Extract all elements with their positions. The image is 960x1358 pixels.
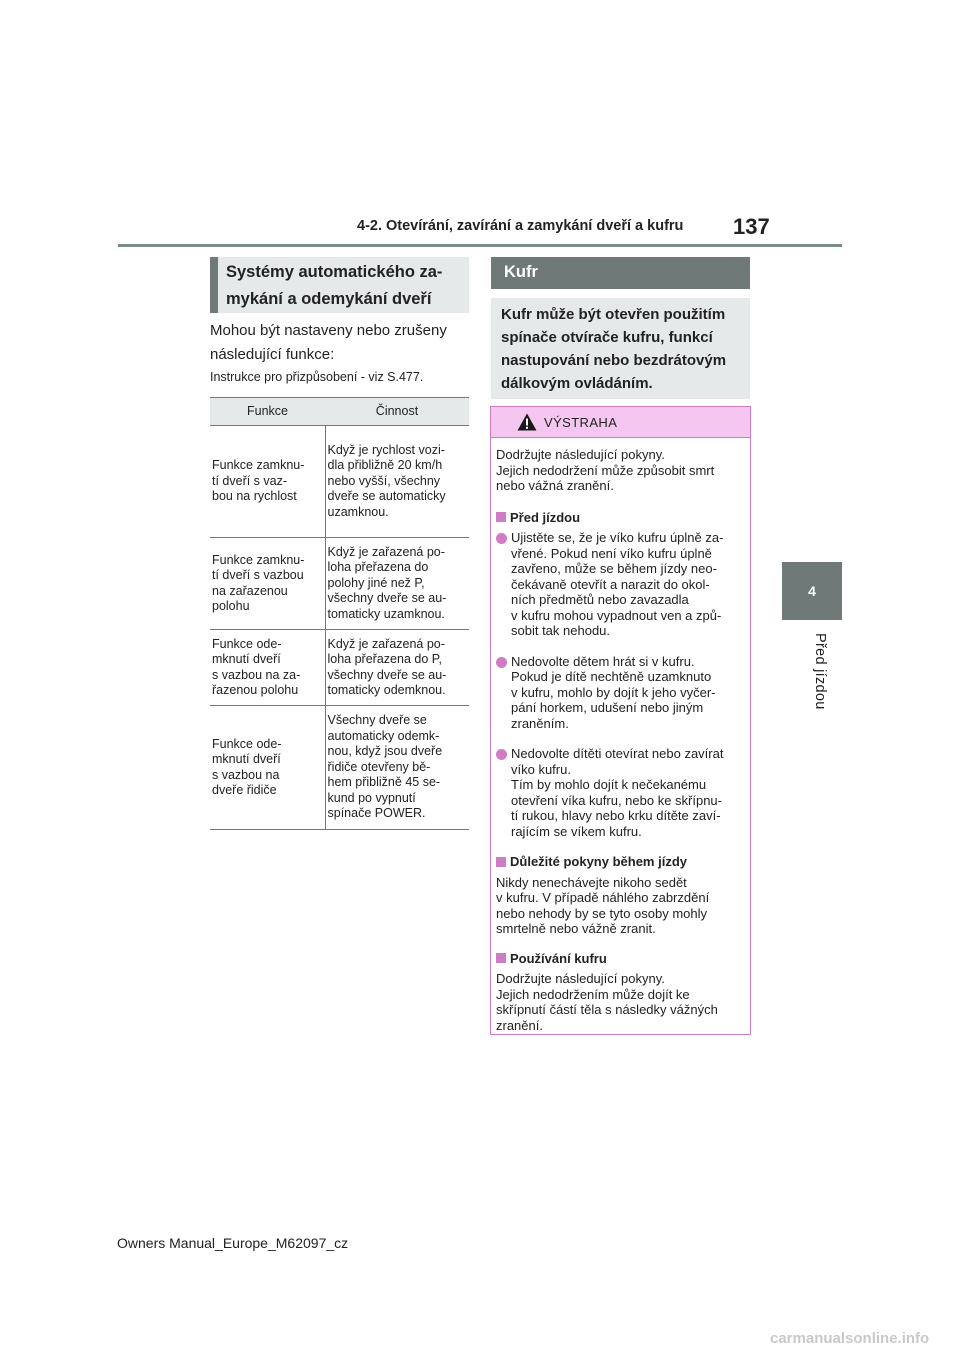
cell-line: mknutí dveří: [212, 752, 281, 766]
cell-line: uzamknou.: [327, 504, 389, 519]
page-number: 137: [733, 214, 770, 239]
cell-line: bou na rychlost: [212, 489, 297, 504]
cell-line: loha přeřazena do: [327, 560, 429, 575]
table-header-row: [210, 398, 469, 426]
cell-line: tí dveří s vazbou: [212, 568, 304, 582]
text-line: Nedovolte dětem hrát si v kufru.: [511, 653, 695, 669]
text-line: tí rukou, hlavy nebo krku dítěte zaví-: [511, 808, 721, 823]
cell-line: automaticky odemk-: [327, 728, 440, 743]
cell-line: Funkce ode-: [212, 736, 282, 751]
subheading-text: Důležité pokyny během jízdy: [510, 854, 687, 869]
subheading-text: Používání kufru: [510, 950, 607, 966]
function-table: [210, 397, 469, 830]
text-line: Jejich nedodržení může způsobit smrt: [496, 462, 715, 478]
warning-triangle-icon: [517, 413, 537, 431]
cell-line: na zařazenou: [212, 583, 288, 598]
cell-line: Když je rychlost vozi-: [327, 442, 445, 457]
table-cell-action: [325, 538, 469, 630]
cell-line: Funkce zamknu-: [212, 458, 305, 473]
text-line: smrtelně nebo vážně zranit.: [496, 921, 656, 936]
heading-line: Systémy automatického za-: [226, 263, 443, 281]
text-line: víko kufru.: [511, 761, 571, 777]
summary-line: nastupování nebo bezdrátovým: [501, 352, 727, 369]
square-bullet-icon: [496, 857, 506, 867]
heading-line: mykání a odemykání dveří: [226, 290, 432, 308]
cell-line: mknutí dveří: [212, 652, 281, 666]
table-row: [210, 706, 469, 830]
text-line: Dodržujte následující pokyny.: [496, 971, 665, 986]
cell-line: všechny dveře se au-: [327, 667, 447, 682]
table-cell-function: [210, 630, 325, 706]
chapter-label: Před jízdou: [812, 633, 828, 710]
header-divider: [118, 244, 842, 247]
text-line: otevření víka kufru, nebo ke skřípnu-: [511, 792, 722, 808]
warning-body: [491, 438, 750, 1033]
cell-line: nou, když jsou dveře: [327, 744, 443, 759]
summary-line: dálkovým ovládáním.: [501, 375, 653, 392]
customization-note: Instrukce pro přizpůsobení - viz S.477.: [210, 370, 424, 384]
watermark-link[interactable]: carmanualsonline.info: [770, 1330, 930, 1347]
section-heading-door-locking: [210, 257, 469, 313]
cell-line: tomaticky uzamknou.: [327, 606, 445, 621]
intro-text: [210, 319, 480, 367]
text-line: Tím by mohlo dojít k nečekanému: [511, 777, 707, 792]
cell-line: polohy jiné než P,: [327, 575, 425, 590]
document-footer: Owners Manual_Europe_M62097_cz: [117, 1235, 349, 1251]
cell-line: dla přibližně 20 km/h: [327, 458, 443, 473]
text-line: v kufru. V případě náhlého zabrzdění: [496, 890, 710, 905]
warning-bullet: [496, 746, 746, 839]
cell-line: dveře řidiče: [212, 783, 277, 797]
column-header-action: Činnost: [325, 398, 469, 426]
table-row: [210, 630, 469, 706]
section-title: 4-2. Otevírání, zavírání a zamykání dveří a kufru: [357, 218, 684, 234]
cell-line: všechny dveře se au-: [327, 591, 447, 606]
text-line: Jejich nedodržením může dojít ke: [496, 986, 690, 1002]
table-cell-function: [210, 538, 325, 630]
intro-line: Mohou být nastaveny nebo zrušeny: [210, 322, 447, 339]
text-line: sobit tak nehodu.: [511, 623, 611, 638]
intro-line: následující funkce:: [210, 346, 335, 363]
text-line: vřené. Pokud není víko kufru úplně: [511, 545, 712, 561]
text-line: v kufru, mohlo by dojít k jeho vyčer-: [511, 684, 716, 700]
circle-bullet-icon: [496, 533, 507, 544]
text-line: v kufru mohou vypadnout ven a způ-: [511, 607, 722, 623]
cell-line: hem přibližně 45 se-: [327, 775, 441, 790]
warning-bullet: [496, 654, 746, 732]
warning-paragraph: [496, 875, 746, 937]
warning-header: [491, 407, 750, 438]
cell-line: Funkce ode-: [212, 636, 282, 651]
text-line: rajícím se víkem kufru.: [511, 823, 642, 839]
chapter-tab: 4: [782, 562, 842, 620]
cell-line: Když je zařazená po-: [327, 636, 445, 651]
cell-line: kund po vypnutí: [327, 790, 416, 805]
column-header-function: Funkce: [210, 398, 325, 426]
text-line: Nikdy nenechávejte nikoho sedět: [496, 874, 687, 890]
cell-line: s vazbou na za-: [212, 667, 301, 682]
cell-line: loha přeřazena do P,: [327, 652, 442, 666]
cell-line: dveře se automaticky: [327, 489, 446, 504]
warning-subheading: [496, 510, 746, 526]
table-cell-action: [325, 706, 469, 830]
text-line: čekávaně otevřít a narazit do okol-: [511, 576, 710, 592]
warning-subheading: [496, 951, 746, 967]
text-line: Pokud je dítě nechtěně uzamknuto: [511, 669, 712, 684]
square-bullet-icon: [496, 953, 506, 963]
cell-line: Když je zařazená po-: [327, 544, 445, 559]
cell-line: tomaticky odemknou.: [327, 683, 446, 697]
table-row: [210, 426, 469, 538]
trunk-summary: [491, 298, 750, 399]
cell-line: Všechny dveře se: [327, 713, 427, 728]
warning-box: [490, 406, 751, 1035]
warning-bullet: [496, 530, 746, 639]
bullet-text: [511, 530, 723, 639]
cell-line: nebo vyšší, všechny: [327, 473, 441, 488]
warning-paragraph: [496, 971, 746, 1033]
cell-line: polohu: [212, 599, 250, 613]
warning-intro: [496, 447, 746, 494]
text-line: Ujistěte se, že je víko kufru úplně za-: [511, 530, 724, 545]
cell-line: řazenou polohu: [212, 683, 299, 697]
subheading-text: Před jízdou: [510, 509, 581, 525]
text-line: nebo vážná zranění.: [496, 478, 614, 493]
cell-line: řidiče otevřeny bě-: [327, 759, 431, 774]
square-bullet-icon: [496, 512, 506, 522]
text-line: Nedovolte dítěti otevírat nebo zavírat: [511, 746, 724, 761]
table-cell-function: [210, 706, 325, 830]
cell-line: s vazbou na: [212, 767, 280, 782]
table-row: [210, 538, 469, 630]
circle-bullet-icon: [496, 657, 507, 668]
cell-line: spínače POWER.: [327, 806, 426, 821]
table-cell-action: [325, 630, 469, 706]
text-line: pání horkem, udušení nebo jiným: [511, 700, 704, 715]
bullet-text: [511, 654, 715, 732]
circle-bullet-icon: [496, 749, 507, 760]
text-line: ních předmětů nebo zavazadla: [511, 592, 689, 607]
table-cell-function: [210, 426, 325, 538]
text-line: nebo nehody by se tyto osoby mohly: [496, 905, 708, 921]
cell-line: tí dveří s vaz-: [212, 473, 288, 488]
summary-line: spínače otvírače kufru, funkcí: [501, 329, 713, 346]
text-line: zavřeno, může se během jízdy neo-: [511, 561, 717, 576]
bullet-text: [511, 746, 723, 839]
cell-line: Funkce zamknu-: [212, 552, 305, 567]
section-heading-trunk: Kufr: [491, 257, 750, 289]
table-cell-action: [325, 426, 469, 538]
warning-subheading: [496, 854, 746, 870]
summary-line: Kufr může být otevřen použitím: [501, 306, 726, 323]
text-line: skřípnutí částí těla s následky vážných: [496, 1002, 718, 1017]
text-line: zranění.: [496, 1017, 543, 1033]
text-line: zraněním.: [511, 715, 569, 731]
text-line: Dodržujte následující pokyny.: [496, 447, 665, 462]
warning-title: VÝSTRAHA: [544, 414, 618, 430]
